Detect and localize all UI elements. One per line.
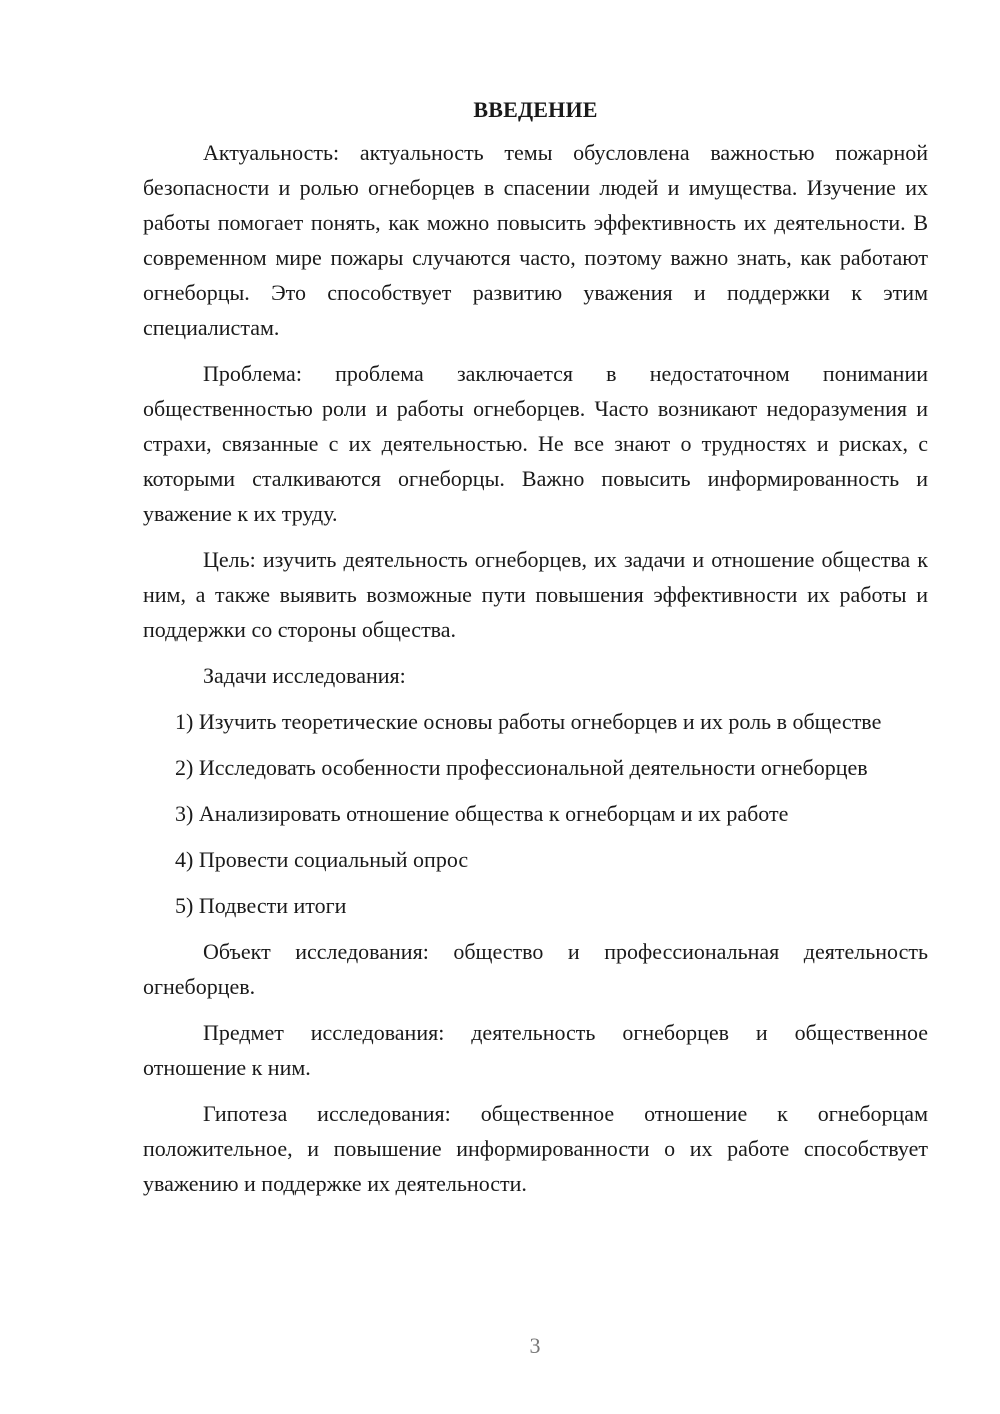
paragraph-problem: Проблема: проблема заключается в недостаточном понимании общественностью роли и работы огнеборцев. Часто возникают недоразумения и страхи, связанные с их деятельностью. Не все знают о трудностях и рисках, с которыми сталкиваются огнеборцы. Важно повысить информированность и уважение к их труду.	[143, 361, 928, 526]
document-page	[143, 92, 928, 1212]
paragraph-hypothesis: Гипотеза исследования: общественное отношение к огнеборцам положительное, и повышение информированности о их работе способствует уважению и поддержке их деятельности.	[143, 1101, 928, 1196]
paragraph-tasks-heading: Задачи исследования:	[203, 663, 406, 688]
page-title: ВВЕДЕНИЕ	[473, 97, 598, 122]
page-number: 3	[529, 1333, 541, 1358]
paragraph-goal: Цель: изучить деятельность огнеборцев, их задачи и отношение общества к ним, а также выявить возможные пути повышения эффективности их работы и поддержки со стороны общества.	[143, 547, 928, 642]
paragraph-subject: Предмет исследования: деятельность огнеборцев и общественное отношение к ним.	[143, 1020, 928, 1080]
task-item-2: 2) Исследовать особенности профессиональной деятельности огнеборцев	[175, 755, 868, 780]
task-item-1: 1) Изучить теоретические основы работы огнеборцев и их роль в обществе	[175, 709, 882, 734]
task-item-3: 3) Анализировать отношение общества к огнеборцам и их работе	[175, 801, 789, 826]
paragraph-relevance: Актуальность: актуальность темы обусловлена важностью пожарной безопасности и ролью огнеборцев в спасении людей и имущества. Изучение их работы помогает понять, как можно повысить эффективность их деятельности. В современном мире пожары случаются часто, поэтому важно знать, как работают огнеборцы. Это способствует развитию уважения и поддержки к этим специалистам.	[143, 140, 928, 340]
paragraph-object: Объект исследования: общество и профессиональная деятельность огнеборцев.	[143, 939, 928, 999]
task-item-4: 4) Провести социальный опрос	[175, 847, 469, 872]
task-item-5: 5) Подвести итоги	[175, 893, 347, 918]
